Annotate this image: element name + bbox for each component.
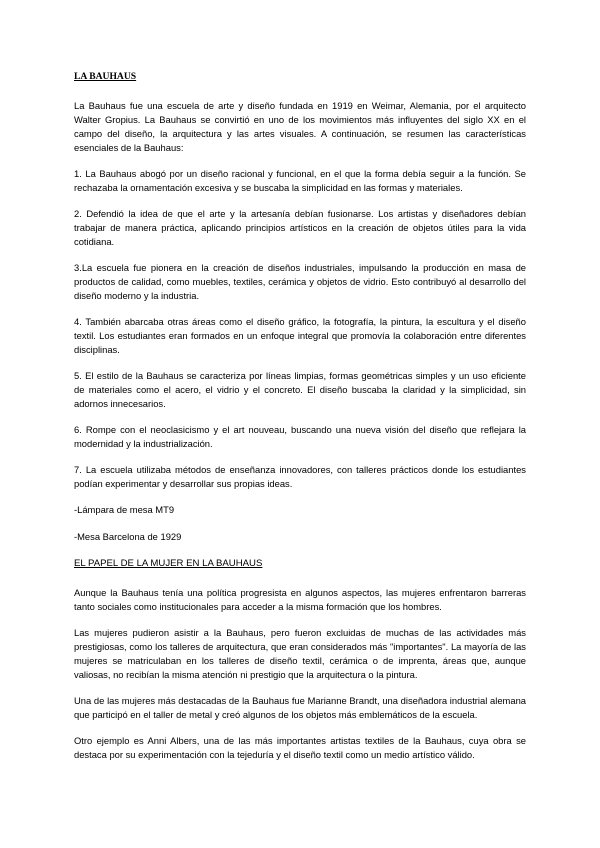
women-paragraph-3: Una de las mujeres más destacadas de la Bauhaus fue Marianne Brandt, una diseñadora industrial alemana que participó en el taller de metal y creó algunos de los objetos más emblemáticos de la escuela. [74, 695, 526, 720]
women-paragraph-2: Las mujeres pudieron asistir a la Bauhaus, pero fueron excluidas de muchas de las actividades más prestigiosas, como los talleres de arquitectura, que eran considerados más "importantes". La mayoría de las mujeres se matriculaban en los talleres de diseño textil, cerámica o de imprenta, áreas que, aunque valiosas, no recibían la misma atención ni prestigio que la arquitectura o la pintura. [74, 627, 526, 680]
section-title-women: EL PAPEL DE LA MUJER EN LA BAUHAUS [74, 558, 263, 569]
example-item-1: -Lámpara de mesa MT9 [74, 504, 175, 515]
characteristic-item-5: 5. El estilo de la Bauhaus se caracteriza por líneas limpias, formas geométricas simples y un uso eficiente de materiales como el acero, el vidrio y el concreto. El diseño buscaba la claridad y la simplicidad, sin adornos innecesarios. [74, 370, 526, 409]
characteristic-item-3: 3.La escuela fue pionera en la creación de diseños industriales, impulsando la producción en masa de productos de calidad, como muebles, textiles, cerámica y objetos de vidrio. Esto contribuyó al desarrollo del diseño moderno y la industria. [74, 262, 526, 301]
characteristic-item-1: 1. La Bauhaus abogó por un diseño racional y funcional, en el que la forma debía seguir a la función. Se rechazaba la ornamentación excesiva y se buscaba la simplicidad en las formas y materiales. [74, 168, 526, 193]
characteristic-item-7: 7. La escuela utilizaba métodos de enseñanza innovadores, con talleres prácticos donde los estudiantes podían experimentar y desarrollar sus propias ideas. [74, 464, 526, 489]
characteristic-item-6: 6. Rompe con el neoclasicismo y el art nouveau, buscando una nueva visión del diseño que reflejara la modernidad y la industrialización. [74, 424, 526, 449]
document-title: LA BAUHAUS [74, 71, 137, 82]
characteristic-item-4: 4. También abarcaba otras áreas como el diseño gráfico, la fotografía, la pintura, la escultura y el diseño textil. Los estudiantes eran formados en un enfoque integral que promovía la colaboración entre diferentes disciplinas. [74, 316, 526, 355]
characteristic-item-2: 2. Defendió la idea de que el arte y la artesanía debían fusionarse. Los artistas y diseñadores debían trabajar de manera práctica, aplicando principios artísticos en la creación de objetos útiles para la vida cotidiana. [74, 208, 526, 247]
women-paragraph-1: Aunque la Bauhaus tenía una política progresista en algunos aspectos, las mujeres enfrentaron barreras tanto sociales como institucionales para acceder a la misma formación que los hombres. [74, 587, 526, 612]
women-paragraph-4: Otro ejemplo es Anni Albers, una de las más importantes artistas textiles de la Bauhaus, cuya obra se destaca por su experimentación con la tejeduría y el diseño textil como un medio artístico válido. [74, 735, 526, 760]
example-item-2: -Mesa Barcelona de 1929 [74, 531, 182, 542]
document-body [74, 70, 526, 774]
intro-paragraph: La Bauhaus fue una escuela de arte y diseño fundada en 1919 en Weimar, Alemania, por el arquitecto Walter Gropius. La Bauhaus se convirtió en uno de los movimientos más influyentes del siglo XX en el campo del diseño, la arquitectura y las artes visuales. A continuación, se resumen las características esenciales de la Bauhaus: [74, 100, 526, 153]
